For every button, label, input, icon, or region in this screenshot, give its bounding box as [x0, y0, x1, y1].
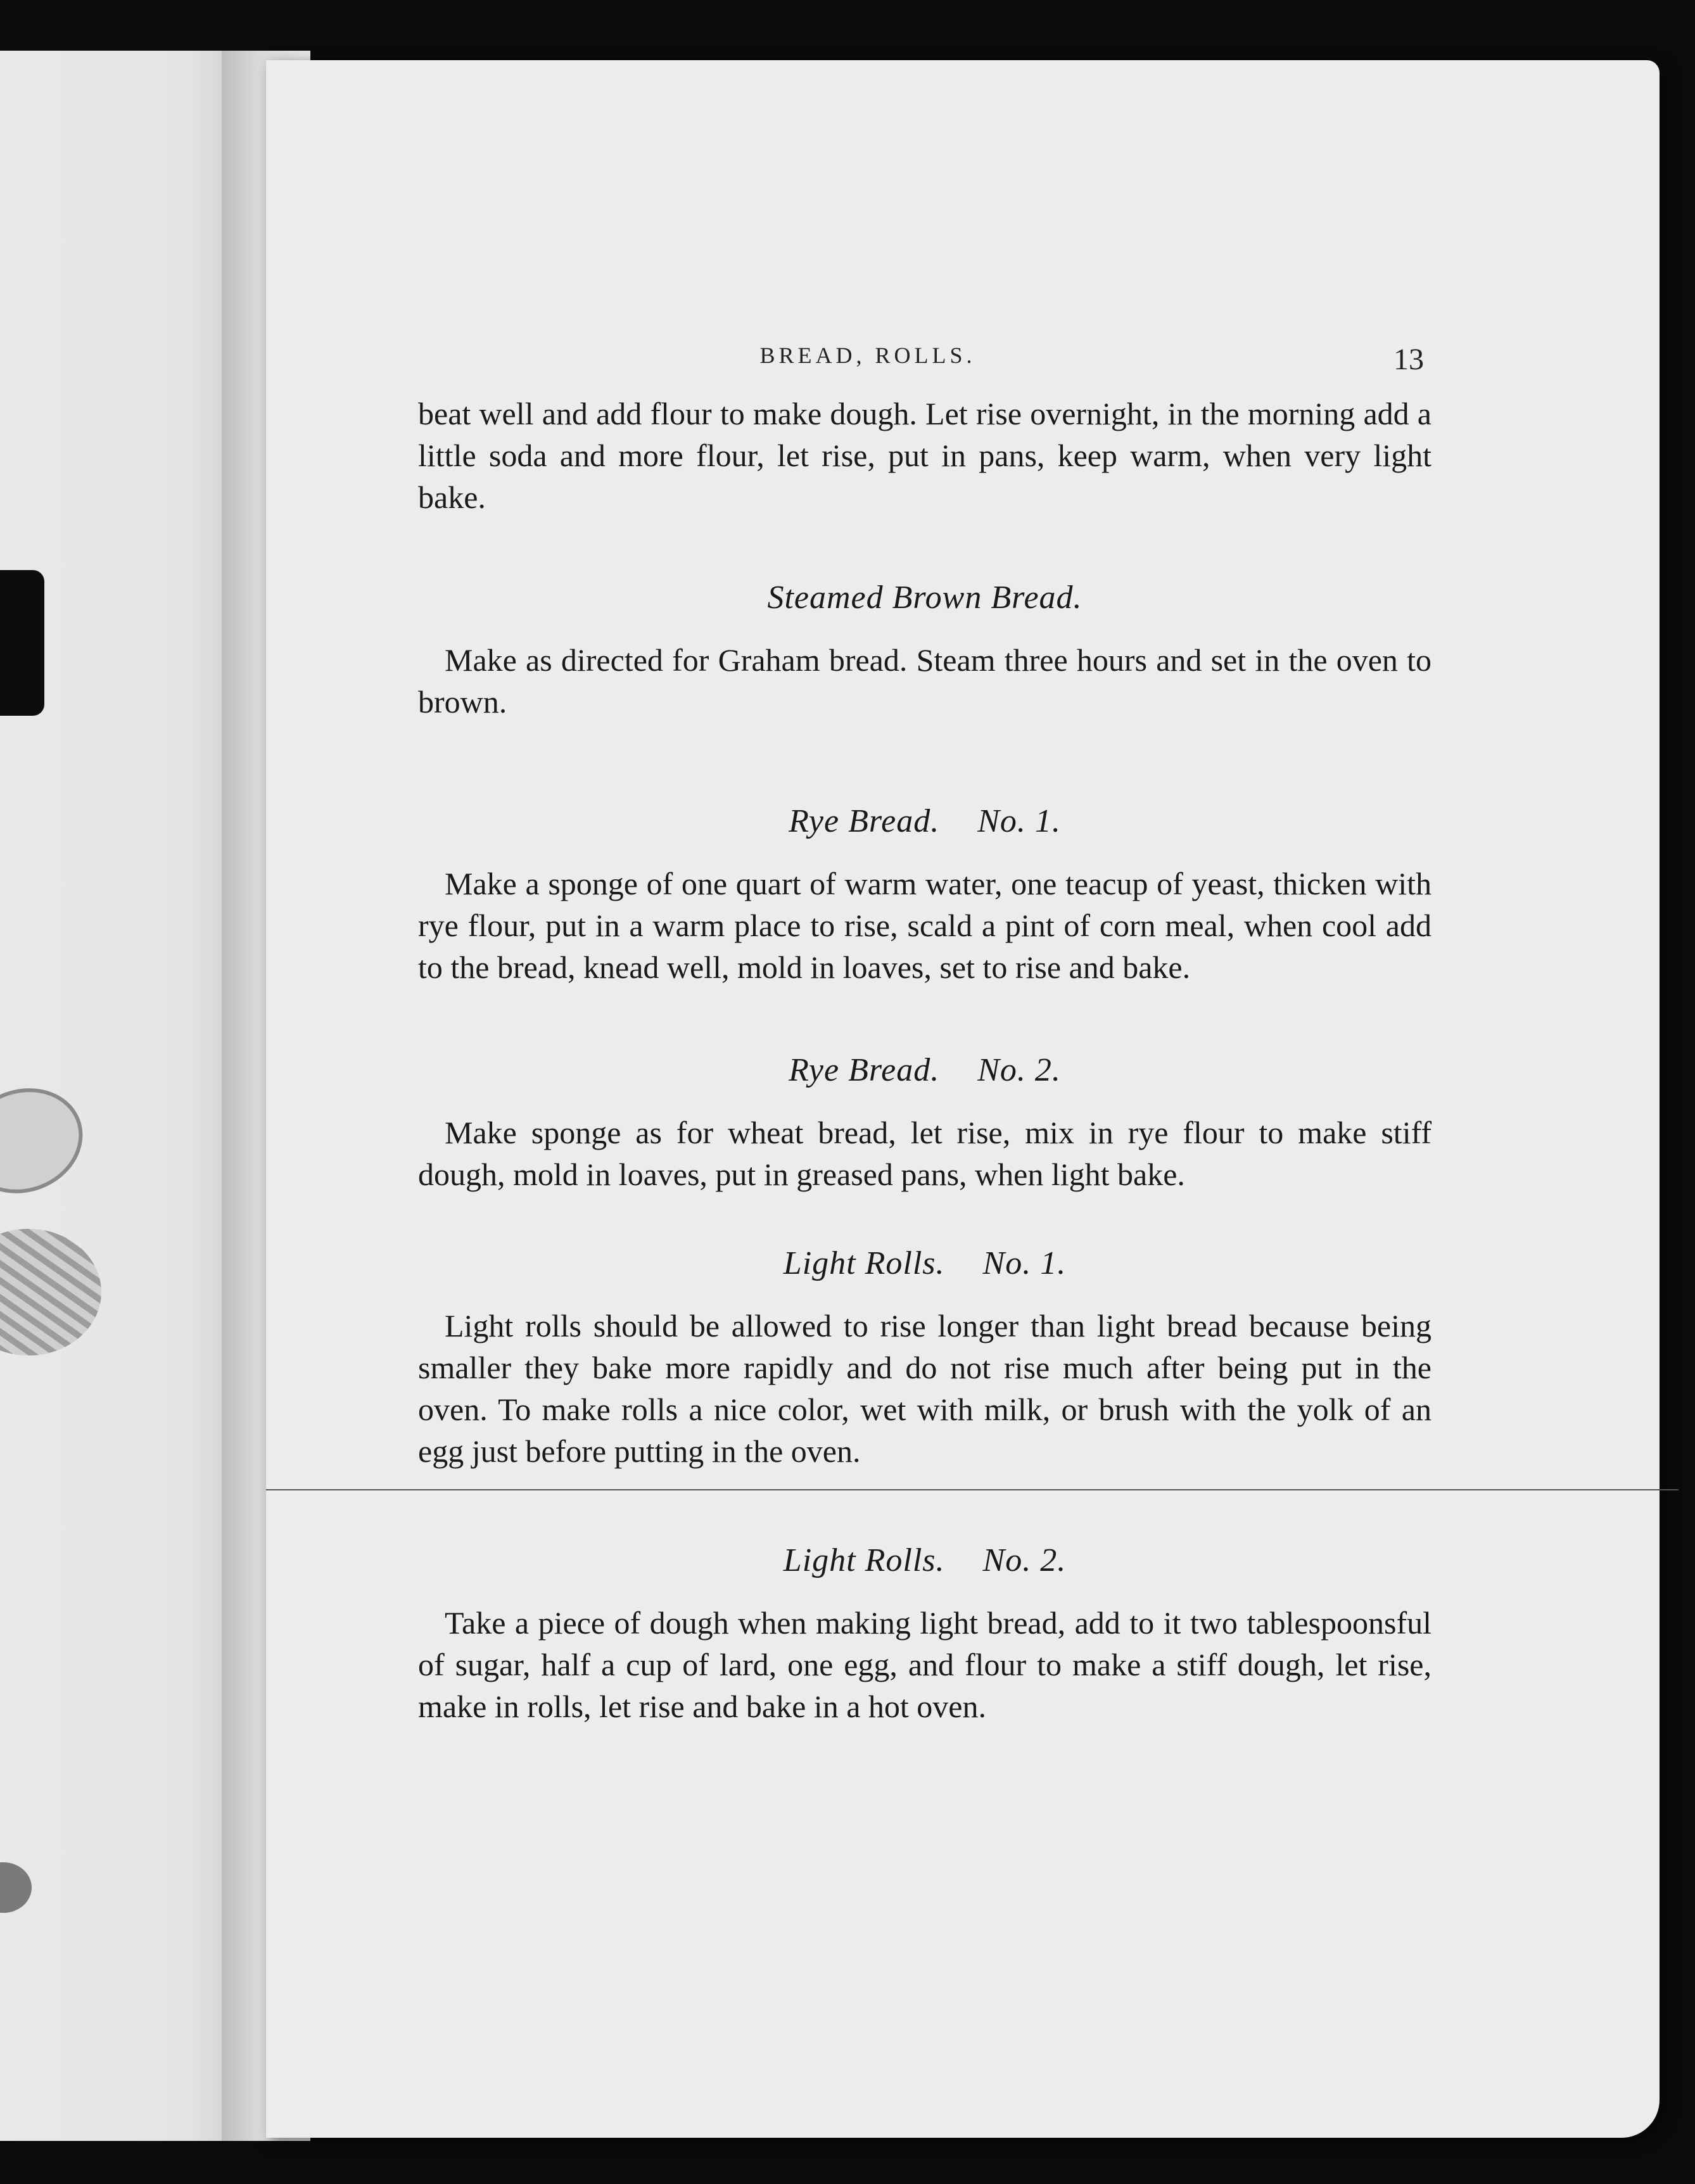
recipe-heading — [418, 579, 1432, 616]
recipe-text: Make sponge as for wheat bread, let rise, mix in rye flour to make stiff dough, mold in loaves, put in greased pans, when light bake. — [418, 1115, 1432, 1192]
recipe-section — [418, 1542, 1432, 1727]
recipe-heading — [418, 803, 1432, 840]
recipe-text: Light rolls should be allowed to rise longer than light bread because being smaller they bake more rapidly and do not rise much after being put in the oven. To make rolls a nice color, wet with milk, or brush with the yolk of an egg just before putting in the oven. — [418, 1308, 1432, 1469]
recipe-text: beat well and add flour to make dough. Let rise overnight, in the morning add a little soda and more flour, let rise, put in pans, keep warm, when very light bake. — [418, 396, 1432, 515]
recipe-heading — [418, 1051, 1432, 1089]
recipe-section — [418, 1051, 1432, 1195]
recipe-number: No. 2. — [977, 1052, 1061, 1088]
recipe-section — [418, 803, 1432, 988]
illustration-fragment — [0, 570, 44, 716]
page-number: 13 — [1393, 343, 1424, 376]
recipe-section — [418, 579, 1432, 723]
recipe-title: Light Rolls. — [783, 1542, 945, 1578]
recipe-number: No. 2. — [982, 1542, 1067, 1578]
recipe-text: Make a sponge of one quart of warm water, one teacup of yeast, thicken with rye flour, put in a warm place to rise, scald a pint of corn meal, when cool add to the bread, knead well, mold in loaves, set to rise and bake. — [418, 866, 1432, 985]
recipe-text: Take a piece of dough when making light bread, add to it two tablespoonsful of sugar, half a cup of lard, one egg, and flour to make a stiff dough, let rise, make in rolls, let rise and bake in a hot oven. — [418, 1605, 1432, 1724]
recipe-title: Rye Bread. — [789, 1052, 940, 1088]
recipe-text: Make as directed for Graham bread. Steam three hours and set in the oven to brown. — [418, 642, 1432, 720]
continued-recipe — [418, 393, 1432, 518]
recipe-title: Steamed Brown Bread. — [767, 580, 1082, 616]
recipe-heading — [418, 1542, 1432, 1579]
recipe-title: Rye Bread. — [789, 803, 940, 839]
illustration-fragment — [0, 1862, 32, 1913]
recipe-heading — [418, 1245, 1432, 1282]
recipe-title: Light Rolls. — [783, 1245, 945, 1281]
recipe-number: No. 1. — [977, 803, 1061, 839]
recipe-number: No. 1. — [982, 1245, 1067, 1281]
recipe-section — [418, 1245, 1432, 1472]
illustration-fragment — [0, 1229, 101, 1355]
illustration-fragment — [0, 1072, 98, 1210]
running-head: BREAD, ROLLS. — [759, 343, 976, 368]
page-body — [418, 393, 1432, 1727]
page-header — [583, 279, 1470, 405]
